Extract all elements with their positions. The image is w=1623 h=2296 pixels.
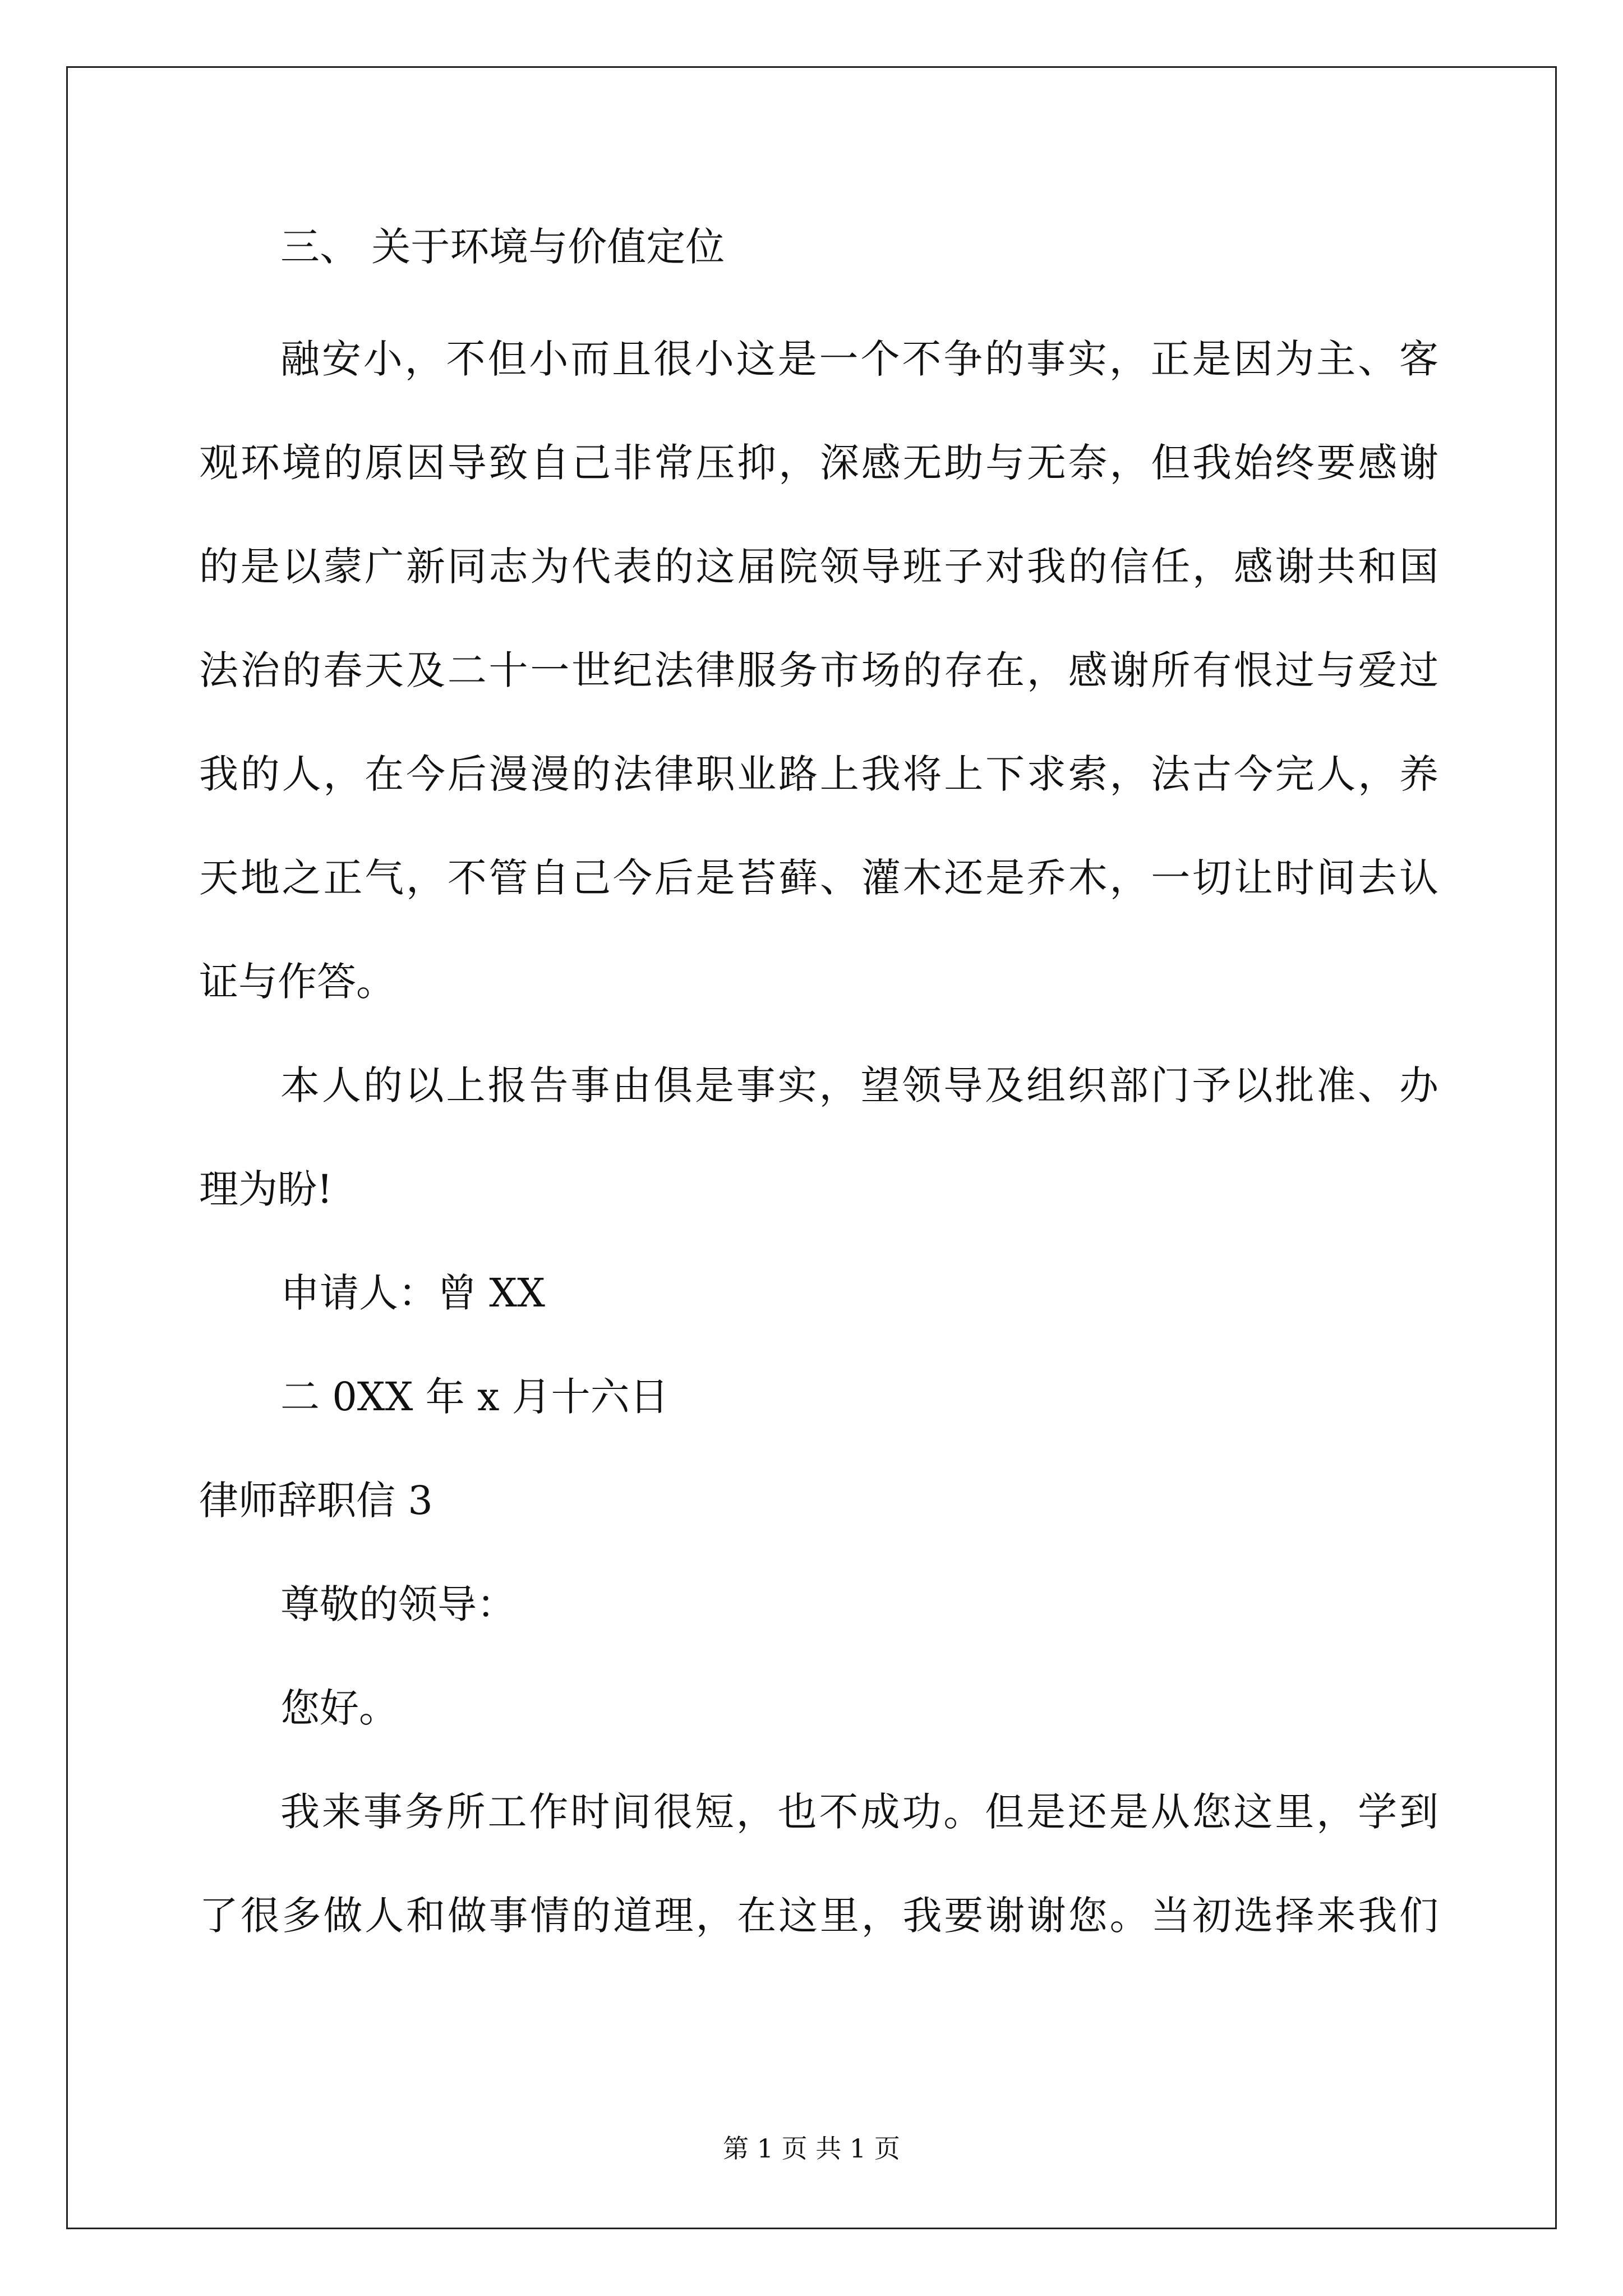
letter-title: 律师辞职信 3 <box>199 1478 433 1524</box>
salutation: 尊敬的领导： <box>280 1581 516 1627</box>
paragraph-line: 本人的以上报告事由俱是事实，望领导及组织部门予以批准、办 <box>280 1062 1438 1108</box>
paragraph-line: 的是以蒙广新同志为代表的这届院领导班子对我的信任，感谢共和国 <box>199 544 1438 590</box>
paragraph-line: 融安小，不但小而且很小这是一个不争的事实，正是因为主、客 <box>280 336 1438 382</box>
paragraph-line: 理为盼! <box>199 1166 333 1212</box>
paragraph-line: 我的人，在今后漫漫的法律职业路上我将上下求索，法古今完人，养 <box>199 751 1438 797</box>
page-footer: 第 1 页 共 1 页 <box>723 2133 900 2164</box>
applicant-line: 申请人：曾 XX <box>280 1270 545 1316</box>
section-heading: 三、 关于环境与价值定位 <box>280 224 725 270</box>
greeting: 您好。 <box>280 1685 398 1731</box>
paragraph-line: 了很多做人和做事情的道理，在这里，我要谢谢您。当初选择来我们 <box>199 1893 1438 1939</box>
paragraph-line: 法治的春天及二十一世纪法律服务市场的存在，感谢所有恨过与爱过 <box>199 647 1438 693</box>
date-line: 二 0XX 年 x 月十六日 <box>280 1374 669 1420</box>
paragraph-line: 天地之正气，不管自己今后是苔藓、灌木还是乔木，一切让时间去认 <box>199 855 1438 901</box>
paragraph-line: 观环境的原因导致自己非常压抑，深感无助与无奈，但我始终要感谢 <box>199 440 1438 486</box>
paragraph-line: 证与作答。 <box>199 959 395 1005</box>
paragraph-line: 我来事务所工作时间很短，也不成功。但是还是从您这里，学到 <box>280 1789 1438 1835</box>
